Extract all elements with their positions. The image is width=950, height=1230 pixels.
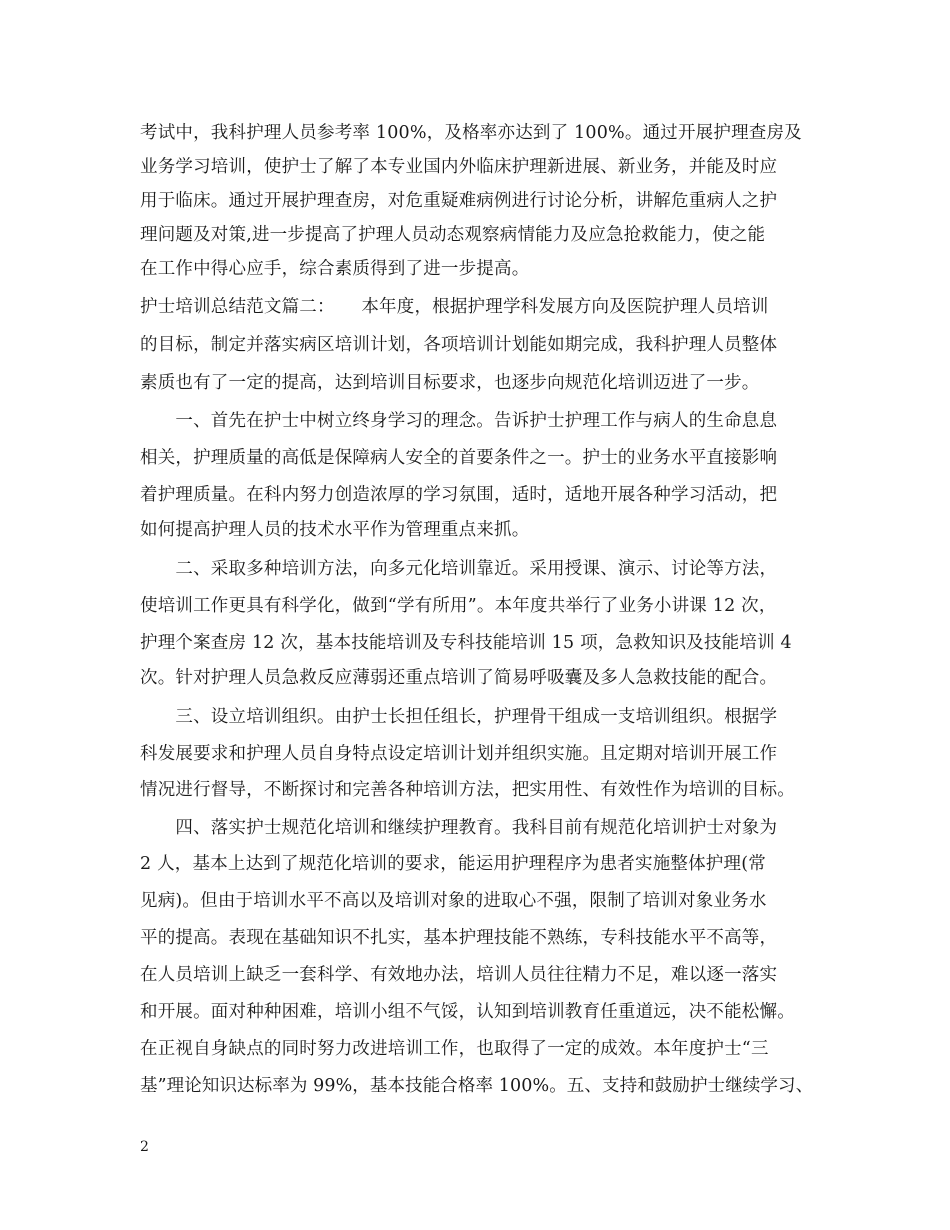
body-text-line: 次。针对护理人员急救反应薄弱还重点培训了简易呼吸囊及多人急救技能的配合。: [140, 668, 778, 688]
body-text-line: 理问题及对策,进一步提高了护理人员动态观察病情能力及应急抢救能力，使之能: [140, 225, 766, 245]
page-number: 2: [140, 1139, 149, 1155]
body-text-line: 业务学习培训，使护士了解了本专业国内外临床护理新进展、新业务，并能及时应: [140, 157, 778, 177]
body-text-line: 一、首先在护士中树立终身学习的理念。告诉护士护理工作与病人的生命息息: [140, 411, 778, 431]
body-text-line: 在人员培训上缺乏一套科学、有效地办法，培训人员往往精力不足，难以逐一落实: [140, 965, 778, 985]
body-text-line: 和开展。面对种种困难，培训小组不气馁，认知到培训教育任重道远，决不能松懈。: [140, 1002, 795, 1022]
body-text-line: 考试中，我科护理人员参考率 100%，及格率亦达到了 100%。通过开展护理查房及: [140, 123, 802, 143]
body-text-line: 护理个案查房 12 次，基本技能培训及专科技能培训 15 项，急救知识及技能培训 4: [140, 633, 792, 653]
body-text-line: 情况进行督导，不断探讨和完善各种培训方法，把实用性、有效性作为培训的目标。: [140, 780, 795, 800]
body-text-line: 着护理质量。在科内努力创造浓厚的学习氛围，适时，适地开展各种学习活动，把: [140, 485, 778, 505]
body-text-line: 如何提高护理人员的技术水平作为管理重点来抓。: [140, 520, 530, 540]
body-text-line: 二、采取多种培训方法，向多元化培训靠近。采用授课、演示、讨论等方法，: [140, 559, 778, 579]
body-text-line: 平的提高。表现在基础知识不扎实，基本护理技能不熟练，专科技能水平不高等，: [140, 928, 778, 948]
body-text-line: 在正视自身缺点的同时努力改进培训工作，也取得了一定的成效。本年度护士“三: [140, 1039, 769, 1059]
body-text-line: 科发展要求和护理人员自身特点设定培训计划并组织实施。且定期对培训开展工作: [140, 744, 778, 764]
body-text-line: 的目标，制定并落实病区培训计划，各项培训计划能如期完成，我科护理人员整体: [140, 335, 778, 355]
body-text-line: 2 人，基本上达到了规范化培训的要求，能运用护理程序为患者实施整体护理(常: [140, 854, 766, 874]
body-text-line: 基”理论知识达标率为 99%，基本技能合格率 100%。五、支持和鼓励护士继续学习、: [140, 1076, 814, 1096]
body-text-line: 在工作中得心应手，综合素质得到了进一步提高。: [140, 259, 530, 279]
body-text-line: 见病)。但由于培训水平不高以及培训对象的进取心不强，限制了培训对象业务水: [140, 891, 767, 911]
body-text-line: 用于临床。通过开展护理查房，对危重疑难病例进行讨论分析，讲解危重病人之护: [140, 191, 778, 211]
body-text-line: 相关，护理质量的高低是保障病人安全的首要条件之一。护士的业务水平直接影响: [140, 448, 778, 468]
body-text-line: 三、设立培训组织。由护士长担任组长，护理骨干组成一支培训组织。根据学: [140, 707, 778, 727]
body-text-line: 使培训工作更具有科学化，做到“学有所用”。本年度共举行了业务小讲课 12 次，: [140, 596, 777, 616]
body-text-line: 素质也有了一定的提高，达到培训目标要求，也逐步向规范化培训迈进了一步。: [140, 373, 760, 393]
body-text-line: 四、落实护士规范化培训和继续护理教育。我科目前有规范化培训护士对象为: [140, 818, 778, 838]
section-heading-line: 护士培训总结范文篇二： 本年度，根据护理学科发展方向及医院护理人员培训: [140, 297, 769, 317]
